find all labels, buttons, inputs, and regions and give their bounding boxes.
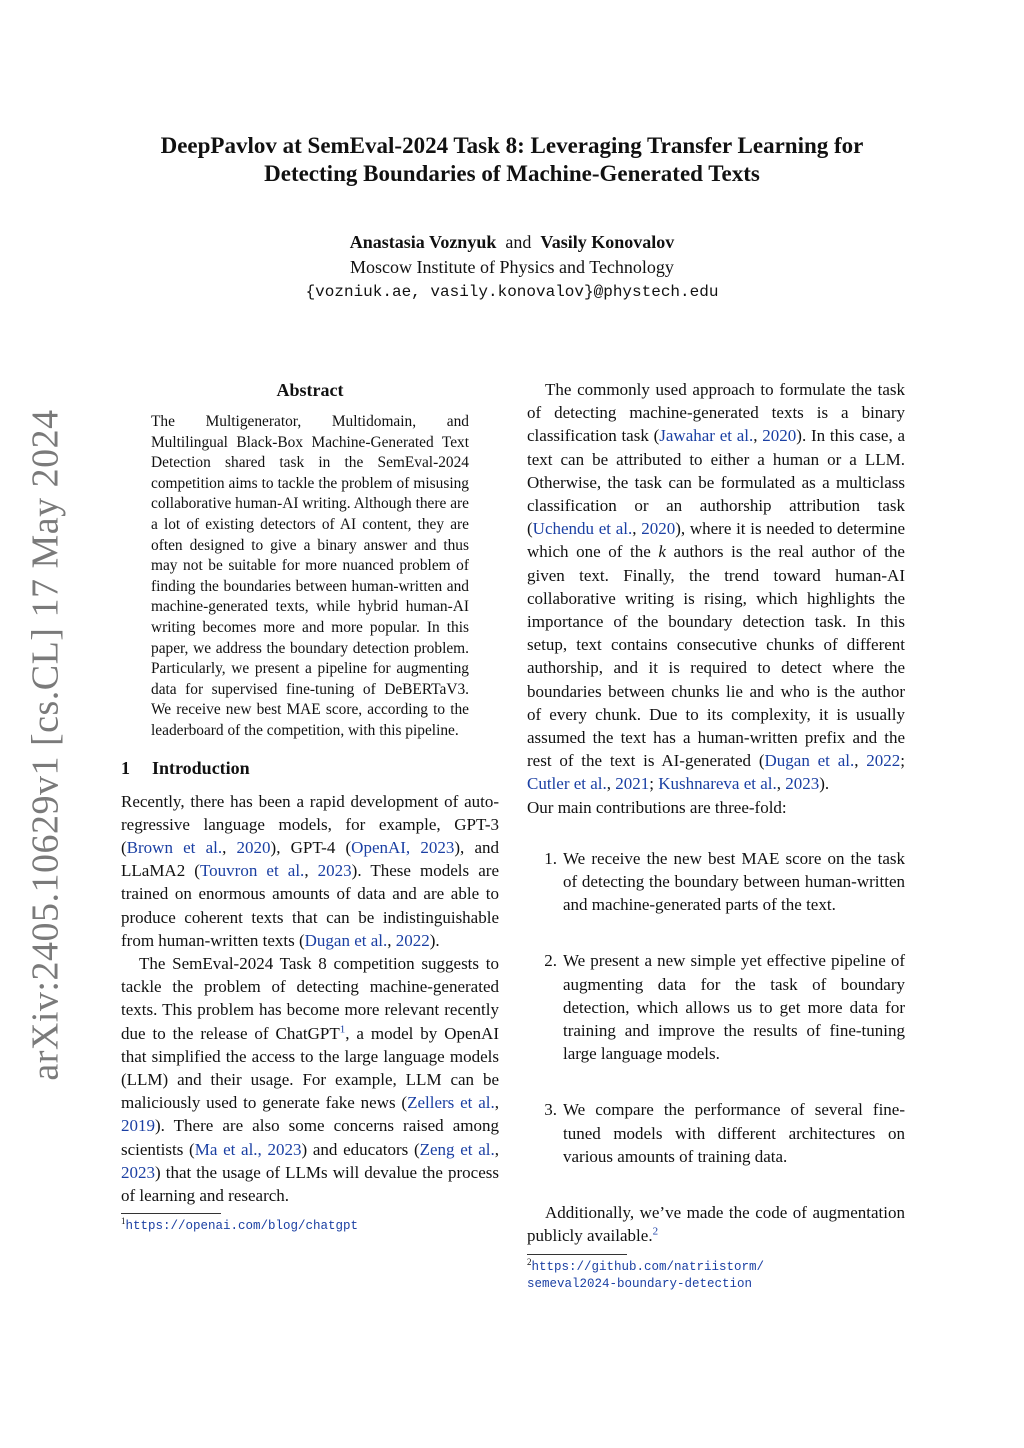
- citation-jawahar[interactable]: Jawahar et al.: [659, 426, 754, 446]
- list-item: 1. We receive the new best MAE score on the task of detecting the boundary between human-written and machine-generated parts of the text.: [544, 848, 905, 915]
- citation-kushnareva-year[interactable]: 2023: [785, 774, 820, 794]
- citation-kushnareva[interactable]: Kushnareva et al.: [658, 774, 777, 794]
- citation-uchendu[interactable]: Uchendu et al.: [532, 519, 633, 539]
- citation-dugan-year[interactable]: 2022: [395, 930, 430, 950]
- citation-ma-year[interactable]: 2023: [267, 1139, 302, 1159]
- intro-paragraph-2: The SemEval-2024 Task 8 competition suggests to tackle the problem of detecting machine-generated texts. This problem has become more relevant recently due to the release of ChatGPT$^1$, a model by OpenAI that simplified the access to the large language models (LLM) and their usage. For example, LLM can be maliciously used to generate fake news (Zellers et al., 2019). There are also some concerns raised among scientists (Ma et al., 2023) and educators (Zeng et al., 2023) that the usage of LLMs will devalue the process of learning and research.: [121, 953, 499, 1205]
- citation-brown-year[interactable]: 2020: [236, 837, 271, 857]
- citation-openai-year[interactable]: 2023: [420, 837, 455, 857]
- title-line-1: DeepPavlov at SemEval-2024 Task 8: Leveraging Transfer Learning for: [160, 133, 864, 158]
- title-line-2: Detecting Boundaries of Machine-Generated Texts: [264, 161, 760, 186]
- abstract-text: The Multigenerator, Multidomain, and Multilingual Black-Box Machine-Generated Text Detection shared task in the SemEval-2024 competition aims to tackle the problem of misusing collaborative human-AI writing. Although there are a lot of existing detectors of AI content, they are often designed to give a binary answer and thus may not be suitable for more nuanced problem of finding the boundaries between human-written and machine-generated texts, while hybrid human-AI writing becomes more and more popular. In this paper, we address the boundary detection problem. Particularly, we present a pipeline for augmenting data for supervised fine-tuning of DeBERTaV3. We receive new best MAE score, according to the leaderboard of the competition, with this pipeline.: [151, 413, 469, 739]
- contributions-intro: Our main contributions are three-fold:: [527, 797, 787, 817]
- right-paragraph-1: The commonly used approach to formulate the task of detecting machine-generated texts is a binary classification task (Jawahar et al., 2020). In this case, a text can be attributed to either a human or a LLM. Otherwise, the task can be formulated as a multiclass classification or an authorship attribution task (Uchendu et al., 2020), where it is needed to determine which one of the k authors is the real author of the given text. Finally, the trend toward human-AI collaborative writing is rising, which highlights the importance of the boundary detection task. In this setup, text contains consecutive chunks of different authorship, and it is required to detect where the boundaries between chunks lie and who is the author of every chunk. Due to its complexity, it is usually assumed the text has a human-written prefix and the rest of the text is AI-generated (Dugan et al., 2022; Cutler et al., 2021; Kushnareva et al., 2023).: [527, 380, 906, 794]
- citation-openai[interactable]: OpenAI,: [351, 837, 411, 857]
- abstract-heading: Abstract: [276, 380, 344, 400]
- author-emails: {vozniuk.ae, vasily.konovalov}@phystech.edu: [305, 283, 719, 301]
- footnote-divider: [527, 1254, 627, 1255]
- author-1: Anastasia Voznyuk: [349, 232, 497, 252]
- author-block: [100, 230, 924, 305]
- footnote-marker-1[interactable]: 1: [339, 1022, 346, 1035]
- citation-zeng-year[interactable]: 2023: [121, 1162, 155, 1182]
- footnote-marker-2[interactable]: 2: [652, 1225, 659, 1238]
- footnote-1: $^1$https://openai.com/blog/chatgpt: [121, 1216, 359, 1234]
- footnote-2: $^2$https://github.com/natriistorm/ semeval2024-boundary-detection: [527, 1256, 765, 1291]
- section-heading-introduction: [121, 756, 499, 780]
- citation-dugan-2[interactable]: Dugan et al.: [764, 751, 855, 771]
- paper-title: [100, 132, 924, 188]
- citation-zellers-year[interactable]: 2019: [121, 1116, 155, 1136]
- citation-dugan-2-year[interactable]: 2022: [866, 751, 901, 771]
- closing-paragraph: Additionally, we’ve made the code of augmentation publicly available.$^2$: [527, 1203, 905, 1246]
- right-column: [527, 378, 905, 1293]
- section-number: 1: [121, 757, 130, 778]
- citation-ma[interactable]: Ma et al.,: [194, 1139, 262, 1159]
- section-title: Introduction: [152, 757, 250, 778]
- author-conjunction: and: [505, 232, 532, 252]
- author-line: [100, 230, 924, 255]
- list-item: 2. We present a new simple yet effective pipeline of augmenting data for the task of boundary detection, which allows us to get more data for training and improve the results of fine-tuning large language models.: [544, 951, 905, 1064]
- footnote-1-url[interactable]: https://openai.com/blog/chatgpt: [125, 1219, 359, 1234]
- citation-dugan[interactable]: Dugan et al.: [304, 930, 388, 950]
- citation-brown[interactable]: Brown et al.: [126, 837, 223, 857]
- affiliation: Moscow Institute of Physics and Technology: [350, 257, 674, 277]
- arxiv-identifier: arXiv:2405.10629v1 [cs.CL] 17 May 2024: [25, 409, 68, 1081]
- citation-zellers[interactable]: Zellers et al.: [407, 1093, 495, 1113]
- intro-paragraph-1: Recently, there has been a rapid development of auto-regressive language models, for example, GPT-3 (Brown et al., 2020), GPT-4 (OpenAI, 2023), and LLaMA2 (Touvron et al., 2023). These models are trained on enormous amounts of data and are able to produce coherent texts that can be indistinguishable from human-written texts (Dugan et al., 2022).: [121, 791, 500, 950]
- list-item: 3. We compare the performance of several fine-tuned models with different architectures on various amounts of training data.: [544, 1100, 905, 1166]
- citation-uchendu-year[interactable]: 2020: [641, 519, 676, 539]
- citation-touvron[interactable]: Touvron et al.: [199, 861, 305, 881]
- footnote-divider: [121, 1213, 221, 1214]
- footnote-2-url-line2[interactable]: semeval2024-boundary-detection: [527, 1276, 753, 1291]
- author-2: Vasily Konovalov: [540, 232, 675, 252]
- arxiv-side-stamp: [22, 409, 70, 1081]
- citation-touvron-year[interactable]: 2023: [317, 861, 352, 881]
- citation-cutler[interactable]: Cutler et al.: [527, 774, 607, 794]
- left-column: [121, 378, 499, 1235]
- footnote-2-url-line1[interactable]: https://github.com/natriistorm/: [531, 1259, 765, 1274]
- citation-cutler-year[interactable]: 2021: [615, 774, 650, 794]
- citation-zeng[interactable]: Zeng et al.: [419, 1139, 495, 1159]
- citation-jawahar-year[interactable]: 2020: [762, 426, 797, 446]
- contributions-list: [527, 847, 905, 1168]
